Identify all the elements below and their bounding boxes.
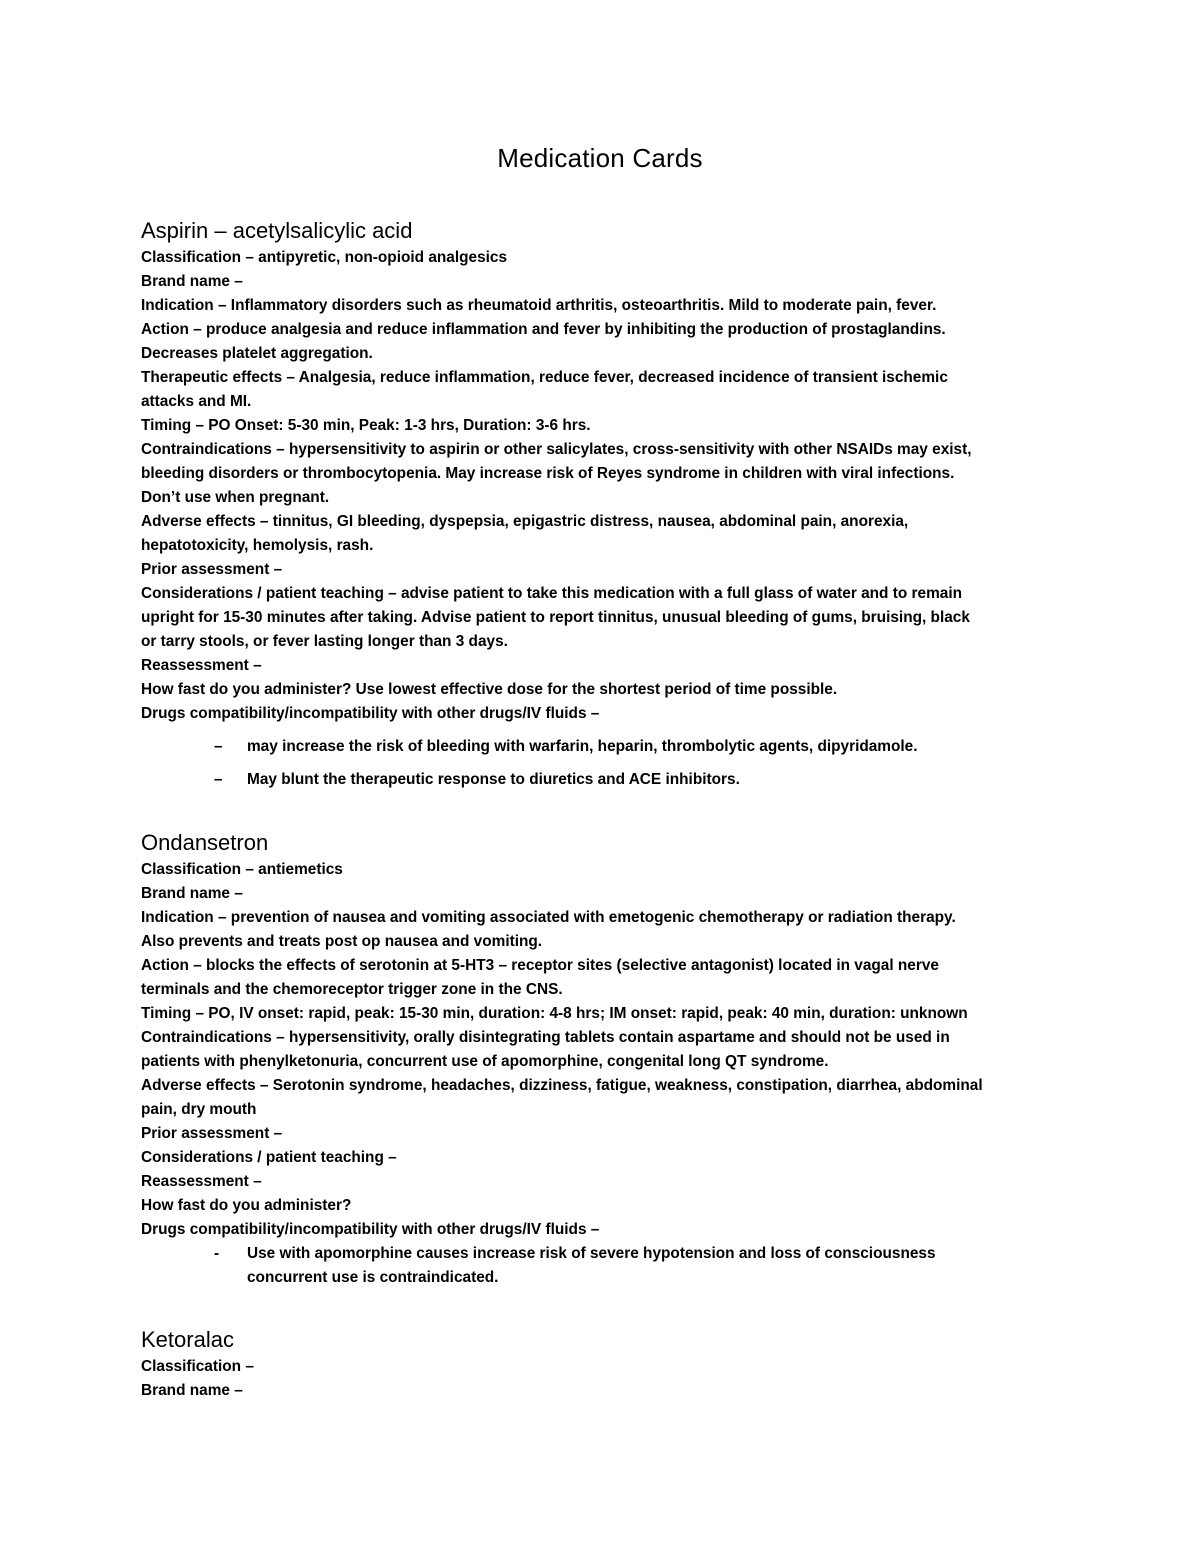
contraindications-line-cont: Don’t use when pregnant.	[141, 489, 330, 506]
contraindications-line-cont: patients with phenylketonuria, concurrent use of apomorphine, congenital long QT syndrome.	[141, 1053, 829, 1070]
adverse-effects-line: Adverse effects – Serotonin syndrome, headaches, dizziness, fatigue, weakness, constipation, diarrhea, abdominal	[141, 1077, 983, 1094]
list-item	[141, 1242, 1061, 1266]
classification-line: Classification – antipyretic, non-opioid analgesics	[141, 249, 508, 266]
administration-line: How fast do you administer?	[141, 1197, 352, 1214]
list-item-text: may increase the risk of bleeding with warfarin, heparin, thrombolytic agents, dipyridamole.	[247, 738, 918, 755]
list-item-text: concurrent use is contraindicated.	[247, 1269, 499, 1286]
list-item	[141, 768, 1061, 792]
adverse-effects-line-cont: hepatotoxicity, hemolysis, rash.	[141, 537, 374, 554]
compatibility-line: Drugs compatibility/incompatibility with other drugs/IV fluids –	[141, 705, 600, 722]
action-line-cont: Decreases platelet aggregation.	[141, 345, 373, 362]
list-item-cont	[141, 1266, 1061, 1290]
brand-name-line: Brand name –	[141, 1382, 243, 1399]
indication-line: Indication – Inflammatory disorders such as rheumatoid arthritis, osteoarthritis. Mild to moderate pain, fever.	[141, 297, 937, 314]
drug-heading: Ondansetron	[141, 830, 269, 855]
adverse-effects-line: Adverse effects – tinnitus, GI bleeding, dyspepsia, epigastric distress, nausea, abdominal pain, anorexia,	[141, 513, 909, 530]
reassessment-line: Reassessment –	[141, 1173, 262, 1190]
ondansetron-card	[141, 828, 1061, 1290]
adverse-effects-line-cont: pain, dry mouth	[141, 1101, 257, 1118]
brand-name-line: Brand name –	[141, 273, 243, 290]
action-line-cont: terminals and the chemoreceptor trigger zone in the CNS.	[141, 981, 563, 998]
classification-line: Classification – antiemetics	[141, 861, 343, 878]
prior-assessment-line: Prior assessment –	[141, 561, 283, 578]
brand-name-line: Brand name –	[141, 885, 243, 902]
timing-line: Timing – PO, IV onset: rapid, peak: 15-30 min, duration: 4-8 hrs; IM onset: rapid, peak: 40 min, duration: unknown	[141, 1005, 968, 1022]
drug-heading: Aspirin – acetylsalicylic acid	[141, 218, 413, 243]
drug-heading: Ketoralac	[141, 1327, 234, 1352]
document-title: Medication Cards	[497, 143, 703, 173]
dash-bullet-icon: –	[214, 771, 223, 788]
compatibility-list	[141, 735, 1061, 792]
considerations-line-cont: upright for 15-30 minutes after taking. Advise patient to report tinnitus, unusual bleeding of gums, bruising, black	[141, 609, 970, 626]
timing-line: Timing – PO Onset: 5-30 min, Peak: 1-3 hrs, Duration: 3-6 hrs.	[141, 417, 591, 434]
therapeutic-effects-line-cont: attacks and MI.	[141, 393, 252, 410]
classification-line: Classification –	[141, 1358, 254, 1375]
considerations-line-cont: or tarry stools, or fever lasting longer than 3 days.	[141, 633, 508, 650]
prior-assessment-line: Prior assessment –	[141, 1125, 283, 1142]
reassessment-line: Reassessment –	[141, 657, 262, 674]
ketoralac-card	[141, 1325, 1061, 1403]
therapeutic-effects-line: Therapeutic effects – Analgesia, reduce inflammation, reduce fever, decreased incidence of transient ischemic	[141, 369, 948, 386]
indication-line: Indication – prevention of nausea and vomiting associated with emetogenic chemotherapy or radiation therapy.	[141, 909, 956, 926]
administration-line: How fast do you administer? Use lowest effective dose for the shortest period of time possible.	[141, 681, 838, 698]
list-item	[141, 735, 1061, 759]
dash-bullet-icon: –	[214, 738, 223, 755]
list-item-text: May blunt the therapeutic response to diuretics and ACE inhibitors.	[247, 771, 740, 788]
action-line: Action – produce analgesia and reduce inflammation and fever by inhibiting the production of prostaglandins.	[141, 321, 946, 338]
contraindications-line-cont: bleeding disorders or thrombocytopenia. May increase risk of Reyes syndrome in children with viral infections.	[141, 465, 955, 482]
considerations-line: Considerations / patient teaching – advise patient to take this medication with a full glass of water and to remain	[141, 585, 962, 602]
action-line: Action – blocks the effects of serotonin at 5-HT3 – receptor sites (selective antagonist) located in vagal nerve	[141, 957, 939, 974]
considerations-line: Considerations / patient teaching –	[141, 1149, 397, 1166]
hyphen-bullet-icon: -	[214, 1245, 220, 1262]
aspirin-card	[141, 216, 1061, 792]
compatibility-list	[141, 1242, 1061, 1290]
contraindications-line: Contraindications – hypersensitivity to aspirin or other salicylates, cross-sensitivity with other NSAIDs may exist,	[141, 441, 972, 458]
indication-line-cont: Also prevents and treats post op nausea and vomiting.	[141, 933, 543, 950]
compatibility-line: Drugs compatibility/incompatibility with other drugs/IV fluids –	[141, 1221, 600, 1238]
list-item-text: Use with apomorphine causes increase risk of severe hypotension and loss of consciousness	[247, 1245, 936, 1262]
contraindications-line: Contraindications – hypersensitivity, orally disintegrating tablets contain aspartame and should not be used in	[141, 1029, 950, 1046]
